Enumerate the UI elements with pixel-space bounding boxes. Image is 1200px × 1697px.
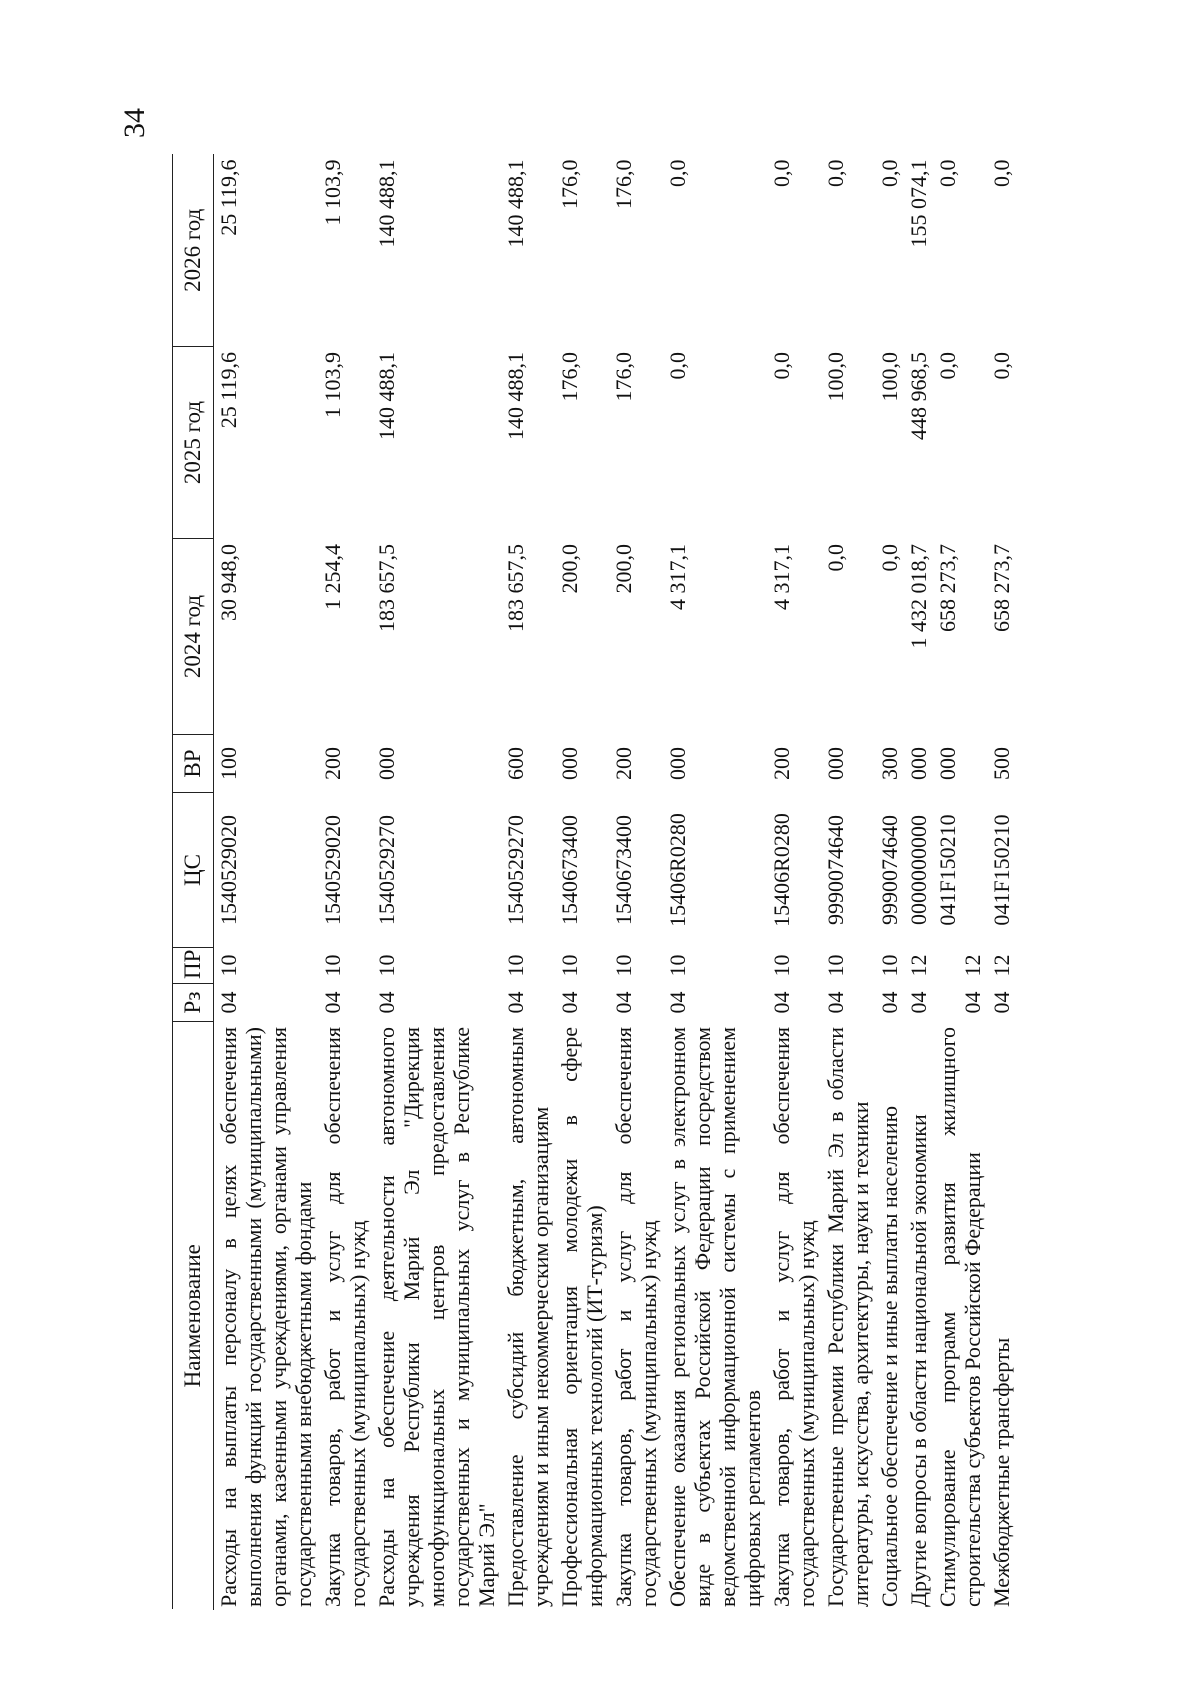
cell-rz: 04 bbox=[823, 991, 848, 1014]
cell-cs: 9990074640 bbox=[877, 815, 902, 925]
cell-name: Другие вопросы в области национальной экономики bbox=[906, 1114, 931, 1607]
cell-pr: 10 bbox=[877, 954, 902, 977]
cell-cs: 1540529020 bbox=[216, 815, 241, 925]
cell-cs: 15406R0280 bbox=[665, 813, 690, 927]
cell-name: Государственные премии Республики Марий Эл в области литературы, искусства, архитектуры, науки и техники bbox=[823, 1027, 873, 1607]
cell-name: Стимулирование программ развития жилищного строительства субъектов Российской Федерации bbox=[935, 1027, 985, 1607]
cell-name: Закупка товаров, работ и услуг для обеспечения государственных (муниципальных) нужд bbox=[769, 1027, 819, 1607]
cell-2024: 200,0 bbox=[611, 544, 636, 594]
cell-vr: 000 bbox=[906, 747, 931, 780]
cell-2024: 1 254,4 bbox=[320, 544, 345, 610]
cell-name: Обеспечение оказания региональных услуг в электронном виде в субъектах Российской Федерации посредством ведомственной информационной системы с применением цифровых регламентов bbox=[665, 1027, 765, 1607]
cell-pr: 12 bbox=[960, 954, 985, 977]
cell-2025: 1 103,9 bbox=[320, 352, 345, 418]
cell-rz: 04 bbox=[665, 991, 690, 1014]
budget-table bbox=[172, 155, 1016, 1611]
cell-rz: 04 bbox=[216, 991, 241, 1014]
cell-vr: 600 bbox=[503, 747, 528, 780]
cell-pr: 10 bbox=[216, 954, 241, 977]
cell-cs: 0000000000 bbox=[906, 815, 931, 925]
cell-cs: 1540673400 bbox=[557, 815, 582, 925]
cell-cs: 041F150210 bbox=[935, 814, 960, 926]
cell-2025: 100,0 bbox=[823, 352, 848, 402]
cell-rz: 04 bbox=[989, 991, 1014, 1014]
cell-name: Расходы на обеспечение деятельности автономного учреждения Республики Марий Эл "Дирекция многофункциональных центров предоставления государственных и муниципальных услуг в Республике Марий Эл" bbox=[374, 1027, 499, 1607]
column-header-rz: Рз bbox=[173, 984, 214, 1022]
cell-2025: 176,0 bbox=[611, 352, 636, 402]
cell-vr: 200 bbox=[320, 747, 345, 780]
cell-name: Закупка товаров, работ и услуг для обеспечения государственных (муниципальных) нужд bbox=[611, 1027, 661, 1607]
cell-2026: 0,0 bbox=[769, 159, 794, 187]
cell-pr: 10 bbox=[503, 954, 528, 977]
cell-cs: 9990074640 bbox=[823, 815, 848, 925]
cell-rz: 04 bbox=[503, 991, 528, 1014]
cell-2025: 448 968,5 bbox=[906, 352, 931, 440]
cell-pr: 10 bbox=[557, 954, 582, 977]
cell-2026: 25 119,6 bbox=[216, 159, 241, 236]
cell-2026: 1 103,9 bbox=[320, 159, 345, 226]
cell-2026: 176,0 bbox=[557, 159, 582, 209]
cell-vr: 300 bbox=[877, 747, 902, 780]
table-row bbox=[609, 155, 663, 1610]
column-header-2025: 2025 год bbox=[173, 347, 214, 539]
cell-2024: 4 317,1 bbox=[769, 544, 794, 610]
cell-rz: 04 bbox=[769, 991, 794, 1014]
cell-2026: 0,0 bbox=[989, 159, 1014, 187]
cell-pr: 10 bbox=[823, 954, 848, 977]
cell-rz: 04 bbox=[877, 991, 902, 1014]
cell-2024: 0,0 bbox=[823, 544, 848, 572]
cell-2026: 0,0 bbox=[665, 159, 690, 187]
table-row bbox=[875, 155, 904, 1610]
cell-name: Расходы на выплаты персоналу в целях обеспечения выполнения функций государственными (муниципальными) органами, казенными учреждениями, органами управления государственными внебюджетными фондами bbox=[216, 1027, 316, 1607]
table-header-row bbox=[173, 155, 214, 1610]
cell-vr: 000 bbox=[557, 747, 582, 780]
cell-2024: 4 317,1 bbox=[665, 544, 690, 610]
cell-vr: 200 bbox=[611, 747, 636, 780]
cell-cs: 1540529270 bbox=[503, 815, 528, 925]
cell-2026: 0,0 bbox=[877, 159, 902, 187]
cell-rz: 04 bbox=[374, 991, 399, 1014]
cell-2025: 0,0 bbox=[935, 352, 960, 380]
cell-2024: 30 948,0 bbox=[216, 544, 241, 621]
cell-2024: 1 432 018,7 bbox=[906, 544, 931, 649]
cell-pr: 10 bbox=[374, 954, 399, 977]
cell-name: Закупка товаров, работ и услуг для обеспечения государственных (муниципальных) нужд bbox=[320, 1027, 370, 1607]
cell-cs: 1540673400 bbox=[611, 815, 636, 925]
cell-2025: 25 119,6 bbox=[216, 352, 241, 429]
cell-2025: 0,0 bbox=[769, 352, 794, 380]
cell-2024: 658 273,7 bbox=[935, 544, 960, 632]
cell-vr: 000 bbox=[374, 747, 399, 780]
cell-rz: 04 bbox=[960, 991, 985, 1014]
column-header-2026: 2026 год bbox=[173, 155, 214, 347]
cell-2026: 140 488,1 bbox=[374, 159, 399, 248]
cell-2025: 0,0 bbox=[665, 352, 690, 380]
table-row bbox=[318, 155, 372, 1610]
cell-rz: 04 bbox=[611, 991, 636, 1014]
table-body bbox=[214, 155, 1017, 1610]
table-row bbox=[904, 155, 933, 1610]
table-row bbox=[987, 155, 1016, 1610]
cell-2024: 0,0 bbox=[877, 544, 902, 572]
cell-2024: 658 273,7 bbox=[989, 544, 1014, 632]
cell-rz: 04 bbox=[557, 991, 582, 1014]
cell-2025: 100,0 bbox=[877, 352, 902, 402]
column-header-2024: 2024 год bbox=[173, 539, 214, 735]
cell-2024: 183 657,5 bbox=[374, 544, 399, 632]
cell-pr: 12 bbox=[989, 954, 1014, 977]
cell-cs: 1540529020 bbox=[320, 815, 345, 925]
cell-name: Предоставление субсидий бюджетным, автономным учреждениям и иным некоммерческим организациям bbox=[503, 1027, 553, 1607]
page-number: 34 bbox=[118, 108, 151, 138]
table-row bbox=[372, 155, 501, 1610]
column-header-cs: ЦС bbox=[173, 793, 214, 948]
cell-2025: 140 488,1 bbox=[374, 352, 399, 440]
cell-cs: 041F150210 bbox=[989, 814, 1014, 926]
budget-table-container bbox=[172, 155, 1017, 1610]
table-row bbox=[767, 155, 821, 1610]
cell-2024: 200,0 bbox=[557, 544, 582, 594]
cell-2026: 0,0 bbox=[935, 159, 960, 187]
cell-2024: 183 657,5 bbox=[503, 544, 528, 632]
table-row bbox=[821, 155, 875, 1610]
column-header-pr: ПР bbox=[173, 948, 214, 984]
cell-name: Профессиональная ориентация молодежи в сфере информационных технологий (ИТ-туризм) bbox=[557, 1027, 607, 1607]
cell-2025: 140 488,1 bbox=[503, 352, 528, 440]
cell-pr: 12 bbox=[906, 954, 931, 977]
column-header-name: Наименование bbox=[173, 1022, 214, 1610]
cell-vr: 100 bbox=[216, 747, 241, 780]
cell-cs: 15406R0280 bbox=[769, 813, 794, 927]
table-row bbox=[214, 155, 319, 1610]
cell-2025: 0,0 bbox=[989, 352, 1014, 380]
cell-2025: 176,0 bbox=[557, 352, 582, 402]
cell-2026: 155 074,1 bbox=[906, 159, 931, 248]
cell-rz: 04 bbox=[320, 991, 345, 1014]
cell-vr: 000 bbox=[935, 747, 960, 780]
cell-2026: 176,0 bbox=[611, 159, 636, 209]
cell-2026: 0,0 bbox=[823, 159, 848, 187]
table-row bbox=[663, 155, 767, 1610]
table-row bbox=[933, 155, 987, 1610]
cell-name: Межбюджетные трансферты bbox=[989, 1337, 1014, 1607]
cell-cs: 1540529270 bbox=[374, 815, 399, 925]
cell-vr: 500 bbox=[989, 747, 1014, 780]
cell-vr: 000 bbox=[665, 747, 690, 780]
column-header-vr: ВР bbox=[173, 735, 214, 793]
cell-rz: 04 bbox=[906, 991, 931, 1014]
cell-2026: 140 488,1 bbox=[503, 159, 528, 248]
table-row bbox=[501, 155, 555, 1610]
cell-vr: 200 bbox=[769, 747, 794, 780]
cell-vr: 000 bbox=[823, 747, 848, 780]
cell-name: Социальное обеспечение и иные выплаты населению bbox=[877, 1105, 902, 1607]
cell-pr: 10 bbox=[320, 954, 345, 977]
cell-pr: 10 bbox=[665, 954, 690, 977]
table-row bbox=[555, 155, 609, 1610]
cell-pr: 10 bbox=[611, 954, 636, 977]
cell-pr: 10 bbox=[769, 954, 794, 977]
